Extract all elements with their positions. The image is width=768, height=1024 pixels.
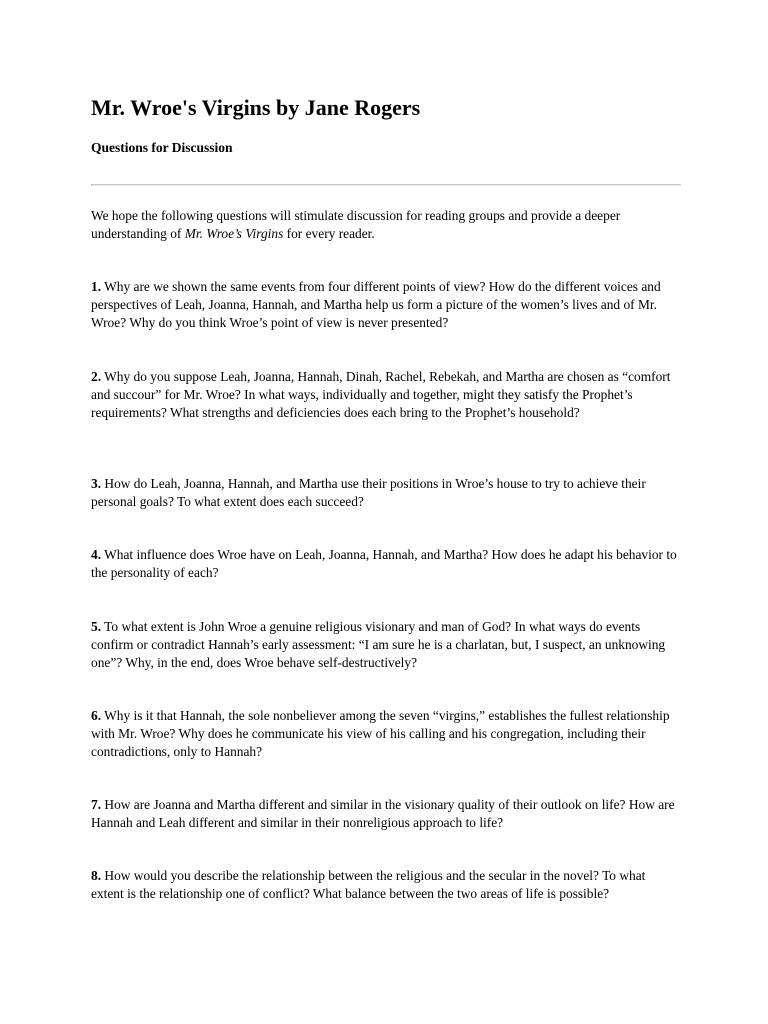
- question-2: [91, 368, 679, 422]
- question-number: 3.: [91, 476, 102, 491]
- question-text: What influence does Wroe have on Leah, Joanna, Hannah, and Martha? How does he adapt his behavior to the personality of each?: [91, 547, 677, 580]
- question-text: How would you describe the relationship between the religious and the secular in the novel? To what extent is the relationship one of conflict? What balance between the two areas of life is possible?: [91, 868, 646, 901]
- intro-paragraph: [91, 207, 679, 243]
- question-1: [91, 278, 679, 332]
- question-7: [91, 796, 679, 832]
- question-number: 1.: [91, 279, 102, 294]
- question-text: How do Leah, Joanna, Hannah, and Martha use their positions in Wroe’s house to try to achieve their personal goals? To what extent does each succeed?: [91, 476, 646, 509]
- question-text: How are Joanna and Martha different and similar in the visionary quality of their outlook on life? How are Hannah and Leah different and similar in their nonreligious approach to life?: [91, 797, 675, 830]
- question-number: 2.: [91, 369, 102, 384]
- question-3: [91, 475, 679, 511]
- question-number: 6.: [91, 708, 102, 723]
- question-4: [91, 546, 679, 582]
- question-6: [91, 707, 679, 761]
- page-title: Mr. Wroe's Virgins by Jane Rogers: [91, 95, 421, 120]
- question-8: [91, 867, 679, 903]
- intro-text-end: for every reader.: [283, 226, 375, 241]
- question-number: 5.: [91, 619, 102, 634]
- question-number: 4.: [91, 547, 102, 562]
- question-text: To what extent is John Wroe a genuine religious visionary and man of God? In what ways do events confirm or contradict Hannah’s early assessment: “I am sure he is a charlatan, but, I suspect, an unknowing one”? Why, in the end, does Wroe behave self-destructively?: [91, 619, 666, 670]
- intro-text-start: We hope the following questions will stimulate discussion for reading groups and provide a deeper understanding of: [91, 208, 621, 241]
- question-5: [91, 618, 679, 672]
- book-title-italic: Mr. Wroe’s Virgins: [184, 226, 284, 241]
- question-text: Why is it that Hannah, the sole nonbeliever among the seven “virgins,” establishes the fullest relationship with Mr. Wroe? Why does he communicate his view of his calling and his congregation, including their contradictions, only to Hannah?: [91, 708, 670, 759]
- question-text: Why are we shown the same events from four different points of view? How do the different voices and perspectives of Leah, Joanna, Hannah, and Martha help us form a picture of the women’s lives and of Mr. Wroe? Why do you think Wroe’s point of view is never presented?: [91, 279, 661, 330]
- question-text: Why do you suppose Leah, Joanna, Hannah, Dinah, Rachel, Rebekah, and Martha are chosen as “comfort and succour” for Mr. Wroe? In what ways, individually and together, might they satisfy the Prophet’s requirements? What strengths and deficiencies does each bring to the Prophet’s household?: [91, 369, 671, 420]
- question-number: 8.: [91, 868, 102, 883]
- horizontal-divider: [91, 184, 681, 186]
- question-number: 7.: [91, 797, 102, 812]
- page-subtitle: Questions for Discussion: [91, 140, 233, 155]
